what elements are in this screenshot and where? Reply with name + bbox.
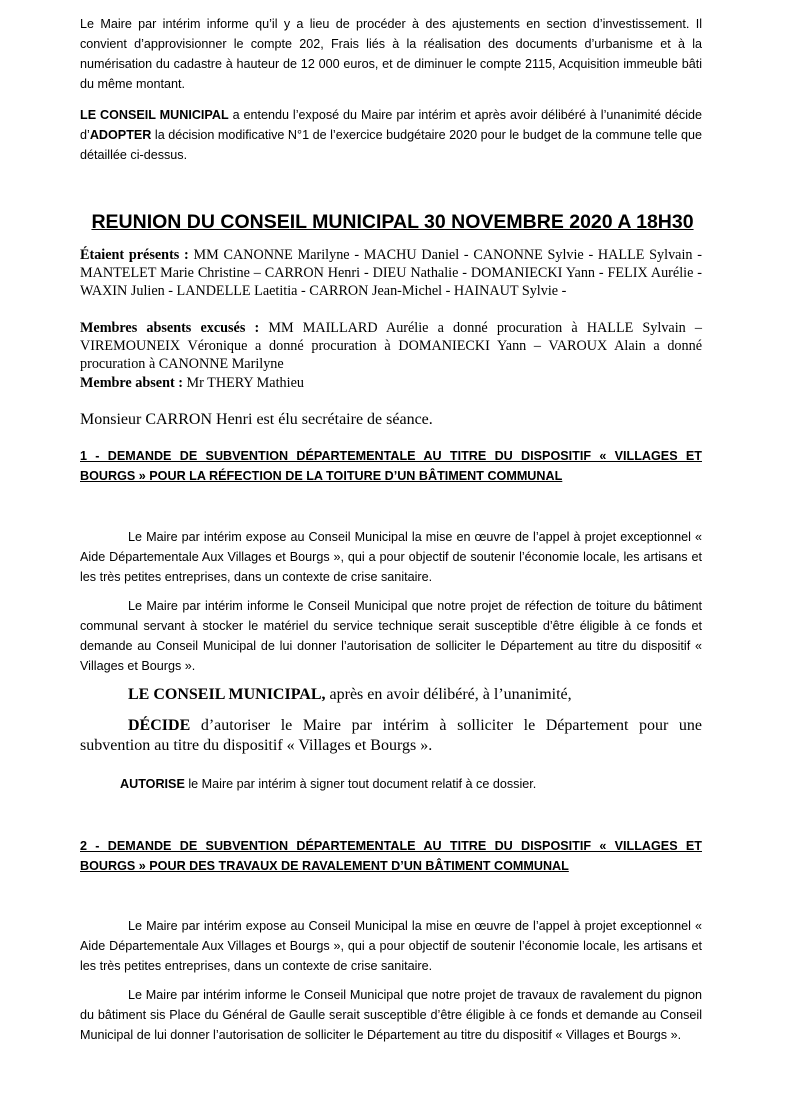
present-members: Étaient présents : MM CANONNE Marilyne - MACHU Daniel - CANONNE Sylvie - HALLE Sylvain -MANTELET Marie Christine – CARRON Henri - DIEU Nathalie - DOMANIECKI Yann - FELIX Aurélie - WAXIN Julien - LANDELLE Laetitia - CARRON Jean-Michel - HAINAUT Sylvie - [80, 247, 702, 299]
intro-paragraph-1: Le Maire par intérim informe qu’il y a lieu de procéder à des ajustements en section d’investissement. Il convient d’approvisionner le compte 202, Frais liés à la réalisation des documents d’urbanisme et à la numérisation du cadastre à hauteur de 12 000 euros, et de diminuer le compte 2115, Acquisition immeuble bâti du même montant. [80, 17, 702, 91]
section-2-paragraph-1: Le Maire par intérim expose au Conseil Municipal la mise en œuvre de l’appel à projet exceptionnel « Aide Départementale Aux Villages et Bourgs », qui a pour objectif de soutenir l’économie locale, les artisans et les très petites entreprises, dans un contexte de crise sanitaire. [80, 919, 702, 973]
section-1-paragraph-2: Le Maire par intérim informe le Conseil Municipal que notre projet de réfection de toiture du bâtiment communal servant à stocker le matériel du service technique serait susceptible d’être éligible à ce fonds et demande au Conseil Municipal de lui donner l’autorisation de solliciter le Département au titre du dispositif « Villages et Bourgs ». [80, 599, 702, 673]
meeting-title: REUNION DU CONSEIL MUNICIPAL 30 NOVEMBRE 2020 A 18H30 [91, 211, 694, 233]
excused-members: Membres absents excusés : MM MAILLARD Aurélie a donné procuration à HALLE Sylvain – VIREMOUNEIX Véronique a donné procuration à DOMANIECKI Yann – VAROUX Alain a donné procuration à CANONNE Marilyne [80, 320, 702, 372]
secretary-line: Monsieur CARRON Henri est élu secrétaire de séance. [80, 411, 433, 428]
section-1-paragraph-1: Le Maire par intérim expose au Conseil Municipal la mise en œuvre de l’appel à projet exceptionnel « Aide Départementale Aux Villages et Bourgs », qui a pour objectif de soutenir l’économie locale, les artisans et les très petites entreprises, dans un contexte de crise sanitaire. [80, 530, 702, 584]
adopter-label: ADOPTER [89, 128, 152, 142]
section-2-paragraph-2: Le Maire par intérim informe le Conseil Municipal que notre projet de travaux de ravalement du pignon du bâtiment sis Place du Général de Gaulle serait susceptible d’être éligible à ce fonds et demande au Conseil Municipal de lui donner l’autorisation de solliciter le Département au titre du dispositif « Villages et Bourgs ». [80, 988, 702, 1042]
intro-paragraph-2: LE CONSEIL MUNICIPAL a entendu l’exposé du Maire par intérim et après avoir délibéré à l’unanimité décide d’ADOPTER la décision modificative N°1 de l’exercice budgétaire 2020 pour le budget de la commune telle que détaillée ci-dessus. [80, 108, 702, 162]
section-1-heading: 1 - DEMANDE DE SUBVENTION DÉPARTEMENTALE AU TITRE DU DISPOSITIF « VILLAGES ET BOURGS » POUR LA RÉFECTION DE LA TOITURE D’UN BÂTIMENT COMMUNAL [80, 449, 702, 483]
section-1-authorise: AUTORISE le Maire par intérim à signer tout document relatif à ce dossier. [120, 777, 537, 791]
section-1-council: LE CONSEIL MUNICIPAL, après en avoir délibéré, à l’unanimité, [128, 686, 572, 703]
section-1-decide: DÉCIDE d’autoriser le Maire par intérim à solliciter le Département pour une subvention au titre du dispositif « Villages et Bourgs ». [80, 717, 702, 754]
absent-member: Membre absent : Mr THERY Mathieu [80, 375, 304, 391]
section-2-heading: 2 - DEMANDE DE SUBVENTION DÉPARTEMENTALE AU TITRE DU DISPOSITIF « VILLAGES ET BOURGS » POUR DES TRAVAUX DE RAVALEMENT D’UN BÂTIMENT COMMUNAL [80, 839, 702, 873]
council-label: LE CONSEIL MUNICIPAL [80, 108, 229, 122]
